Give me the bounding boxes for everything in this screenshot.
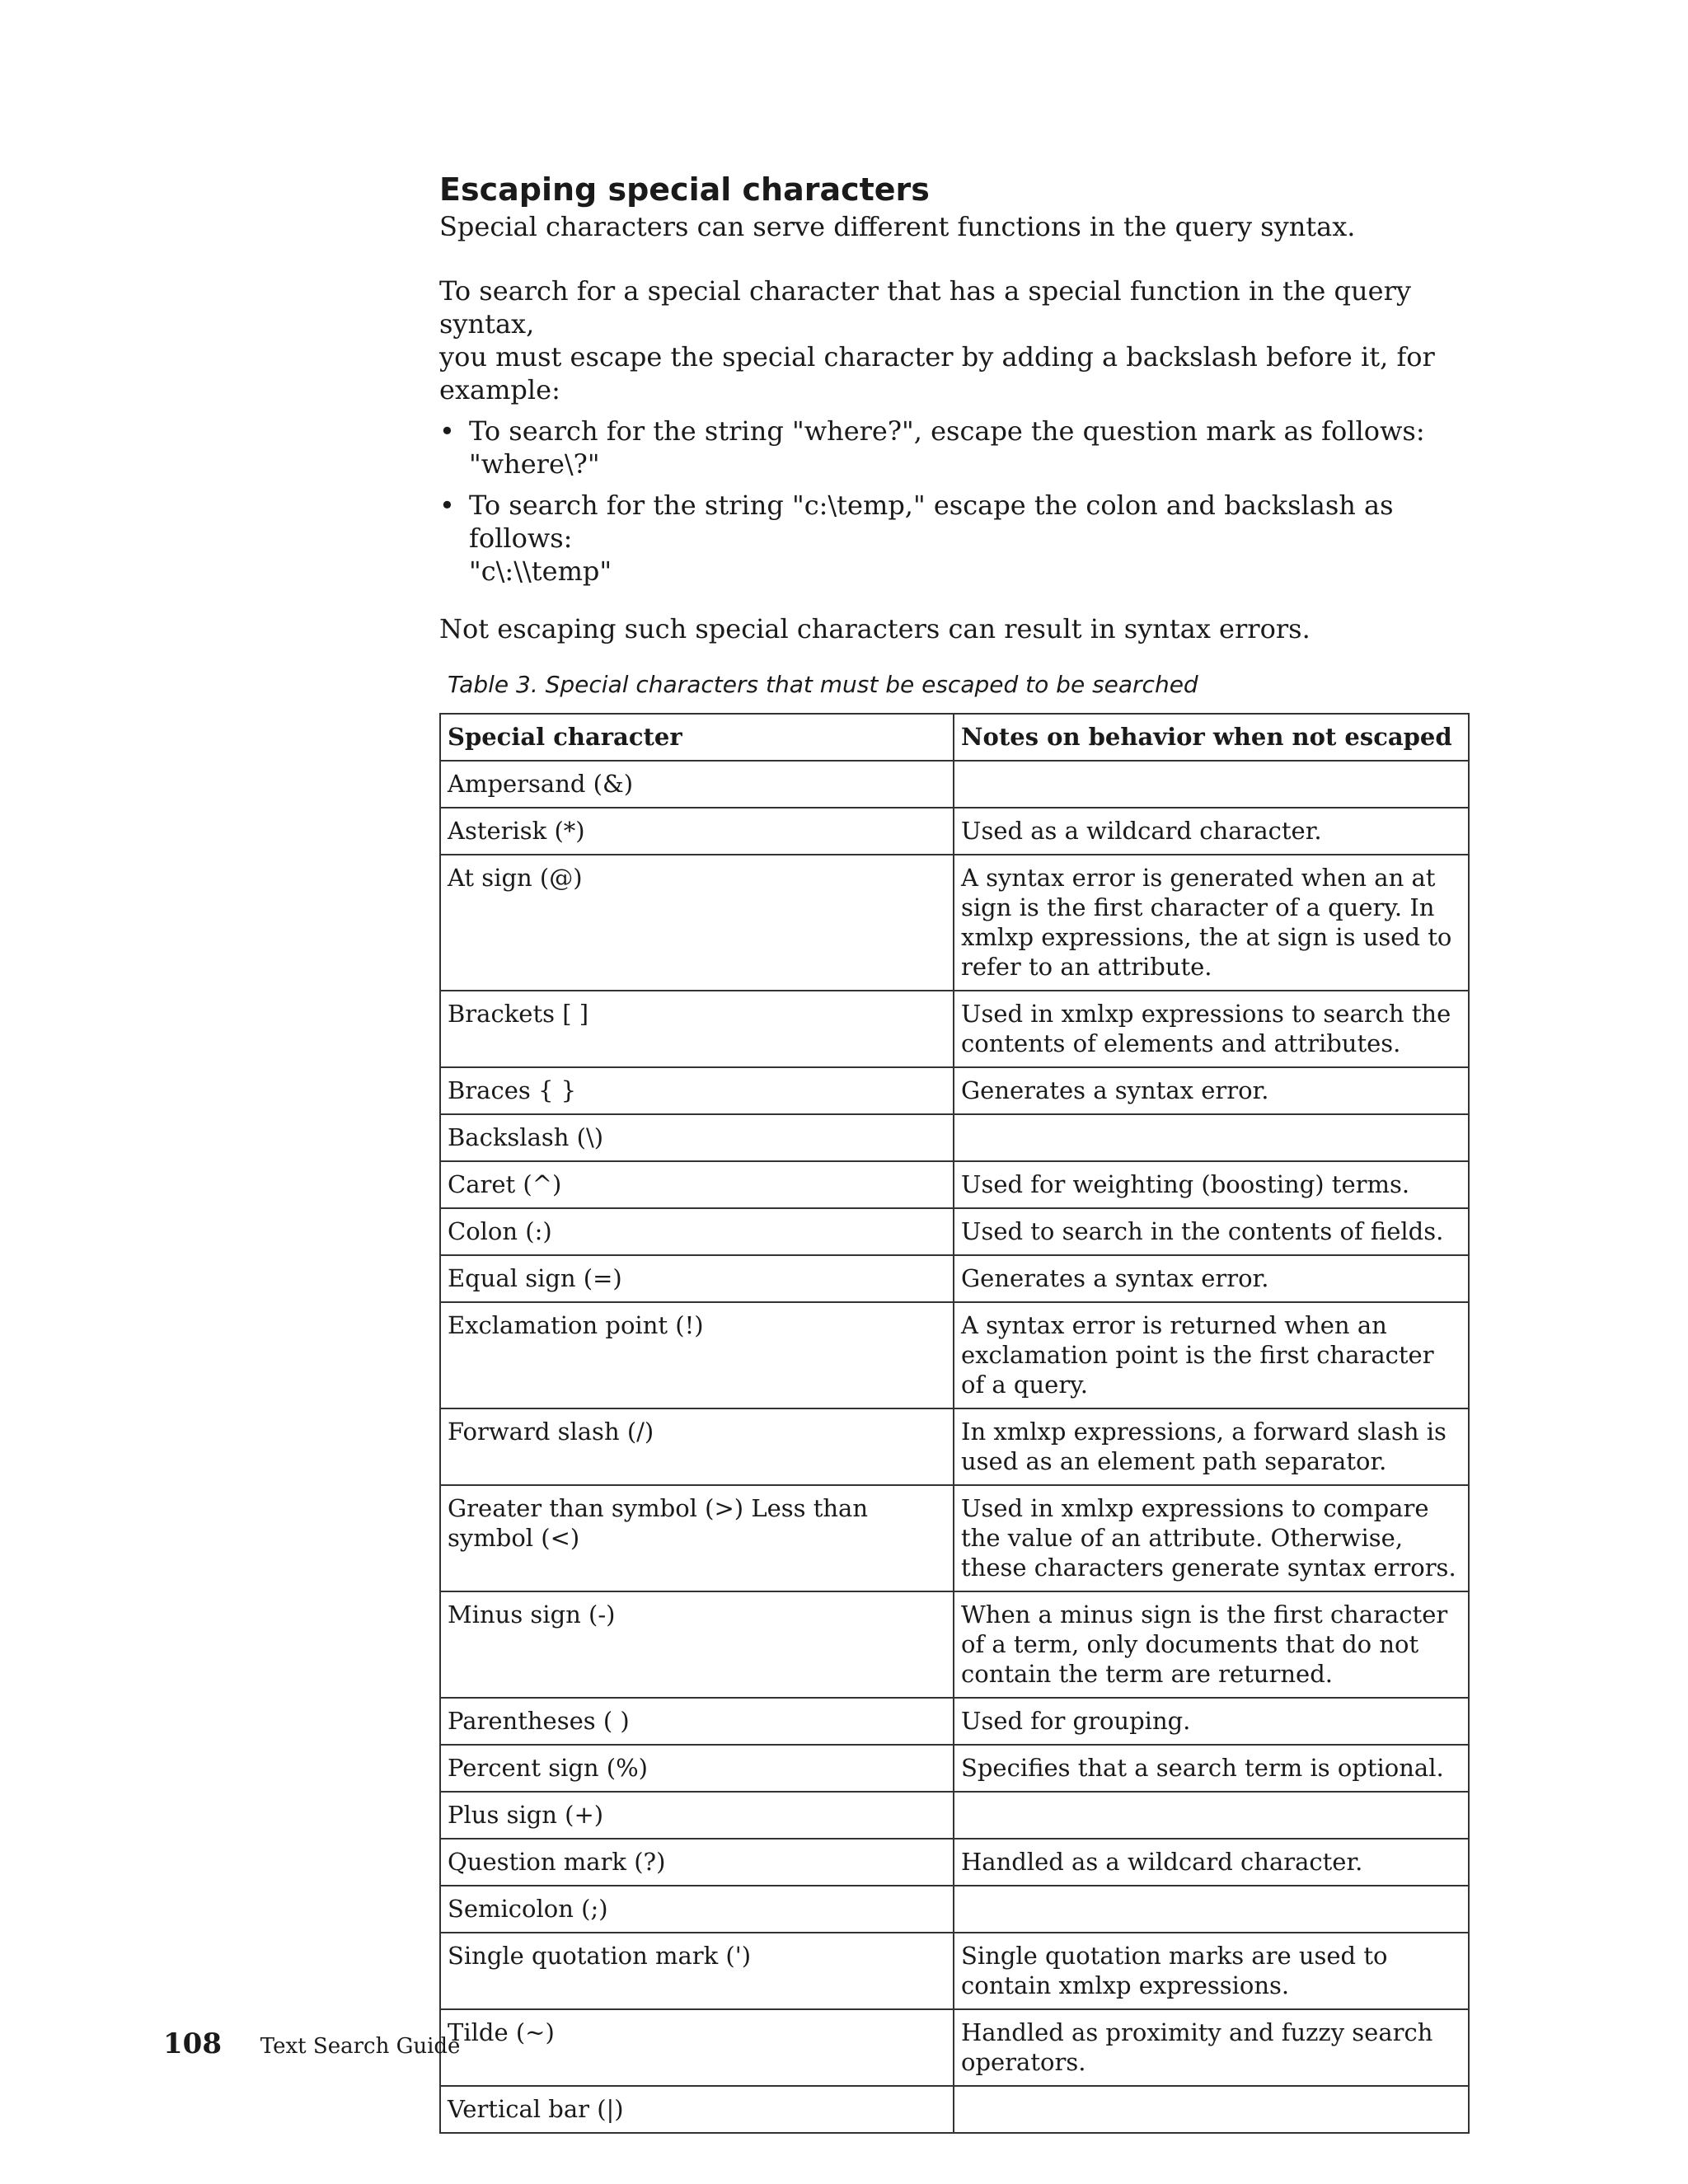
escape-intro-line-2: you must escape the special character by adding a backslash before it, for example: bbox=[439, 341, 1435, 405]
character-cell: Asterisk (*) bbox=[440, 808, 954, 855]
example-line-1: To search for the string "where?", escape the question mark as follows: bbox=[469, 415, 1425, 447]
character-cell: Question mark (?) bbox=[440, 1839, 954, 1886]
notes-cell: A syntax error is returned when an exclamation point is the first character of a query. bbox=[954, 1302, 1469, 1408]
table-row bbox=[440, 991, 1469, 1067]
notes-cell: Generates a syntax error. bbox=[954, 1255, 1469, 1302]
bullet-icon: • bbox=[439, 415, 455, 447]
table-row bbox=[440, 1067, 1469, 1114]
example-line-1: To search for the string "c:\temp," escape the colon and backslash as follows: bbox=[469, 490, 1394, 554]
table-row bbox=[440, 1485, 1469, 1591]
character-cell: Forward slash (/) bbox=[440, 1408, 954, 1485]
notes-cell: Used in xmlxp expressions to search the contents of elements and attributes. bbox=[954, 991, 1469, 1067]
table-row bbox=[440, 1208, 1469, 1255]
list-item bbox=[439, 415, 1470, 480]
character-cell: At sign (@) bbox=[440, 855, 954, 991]
character-cell: Percent sign (%) bbox=[440, 1745, 954, 1792]
column-header-special-character: Special character bbox=[440, 714, 954, 761]
character-cell: Vertical bar (|) bbox=[440, 2086, 954, 2133]
document-title: Text Search Guide bbox=[260, 2034, 461, 2059]
intro-paragraph: Special characters can serve different functions in the query syntax. bbox=[439, 211, 1356, 242]
table-row bbox=[440, 1408, 1469, 1485]
notes-cell: Specifies that a search term is optional. bbox=[954, 1745, 1469, 1792]
notes-cell: Used for weighting (boosting) terms. bbox=[954, 1161, 1469, 1208]
table-row bbox=[440, 1839, 1469, 1886]
notes-cell bbox=[954, 1792, 1469, 1839]
notes-cell bbox=[954, 1114, 1469, 1161]
notes-cell: Used to search in the contents of fields. bbox=[954, 1208, 1469, 1255]
section-heading: Escaping special characters bbox=[439, 171, 930, 208]
character-cell: Colon (:) bbox=[440, 1208, 954, 1255]
character-cell: Single quotation mark (') bbox=[440, 1933, 954, 2009]
table-row bbox=[440, 1933, 1469, 2009]
notes-cell bbox=[954, 2086, 1469, 2133]
table-row bbox=[440, 1745, 1469, 1792]
example-line-2: "where\?" bbox=[469, 448, 600, 480]
notes-cell: In xmlxp expressions, a forward slash is used as an element path separator. bbox=[954, 1408, 1469, 1485]
character-cell: Equal sign (=) bbox=[440, 1255, 954, 1302]
table-row bbox=[440, 1698, 1469, 1745]
character-cell: Braces { } bbox=[440, 1067, 954, 1114]
table-row bbox=[440, 1886, 1469, 1933]
table-row bbox=[440, 2009, 1469, 2086]
notes-cell: Handled as a wildcard character. bbox=[954, 1839, 1469, 1886]
character-cell: Minus sign (-) bbox=[440, 1591, 954, 1698]
bullet-icon: • bbox=[439, 490, 455, 521]
table-caption: Table 3. Special characters that must be escaped to be searched bbox=[448, 671, 1198, 698]
table-row bbox=[440, 1792, 1469, 1839]
table-row bbox=[440, 855, 1469, 991]
notes-cell: A syntax error is generated when an at sign is the first character of a query. In xmlxp expressions, the at sign is used to refer to an attribute. bbox=[954, 855, 1469, 991]
notes-cell: Generates a syntax error. bbox=[954, 1067, 1469, 1114]
character-cell: Parentheses ( ) bbox=[440, 1698, 954, 1745]
column-header-notes: Notes on behavior when not escaped bbox=[954, 714, 1469, 761]
character-cell: Ampersand (&) bbox=[440, 761, 954, 808]
notes-cell: Used in xmlxp expressions to compare the value of an attribute. Otherwise, these characters generate syntax errors. bbox=[954, 1485, 1469, 1591]
list-item bbox=[439, 489, 1470, 588]
page-footer bbox=[163, 2027, 460, 2063]
character-cell: Plus sign (+) bbox=[440, 1792, 954, 1839]
page-number: 108 bbox=[163, 2027, 222, 2060]
special-characters-table bbox=[439, 713, 1470, 2134]
example-line-2: "c\:\\temp" bbox=[469, 555, 612, 587]
table-row bbox=[440, 1114, 1469, 1161]
escape-intro-line-1: To search for a special character that has a special function in the query syntax, bbox=[439, 275, 1411, 340]
table-row bbox=[440, 808, 1469, 855]
notes-cell: Used for grouping. bbox=[954, 1698, 1469, 1745]
character-cell: Exclamation point (!) bbox=[440, 1302, 954, 1408]
table-row bbox=[440, 761, 1469, 808]
table-row bbox=[440, 1591, 1469, 1698]
notes-cell: Single quotation marks are used to contain xmlxp expressions. bbox=[954, 1933, 1469, 2009]
character-cell: Semicolon (;) bbox=[440, 1886, 954, 1933]
notes-cell: Used as a wildcard character. bbox=[954, 808, 1469, 855]
character-cell: Brackets [ ] bbox=[440, 991, 954, 1067]
table-row bbox=[440, 2086, 1469, 2133]
character-cell: Backslash (\) bbox=[440, 1114, 954, 1161]
table-row bbox=[440, 1255, 1469, 1302]
notes-cell: When a minus sign is the first character of a term, only documents that do not contain the term are returned. bbox=[954, 1591, 1469, 1698]
notes-cell bbox=[954, 761, 1469, 808]
page-content bbox=[439, 169, 1470, 2134]
notes-cell: Handled as proximity and fuzzy search operators. bbox=[954, 2009, 1469, 2086]
syntax-errors-note: Not escaping such special characters can result in syntax errors. bbox=[439, 613, 1311, 644]
table-row bbox=[440, 1161, 1469, 1208]
table-row bbox=[440, 1302, 1469, 1408]
table-header-row bbox=[440, 714, 1469, 761]
example-list bbox=[439, 415, 1470, 588]
character-cell: Tilde (~) bbox=[440, 2009, 954, 2086]
character-cell: Caret (^) bbox=[440, 1161, 954, 1208]
notes-cell bbox=[954, 1886, 1469, 1933]
character-cell: Greater than symbol (>) Less than symbol (<) bbox=[440, 1485, 954, 1591]
escape-intro-paragraph bbox=[439, 274, 1470, 406]
